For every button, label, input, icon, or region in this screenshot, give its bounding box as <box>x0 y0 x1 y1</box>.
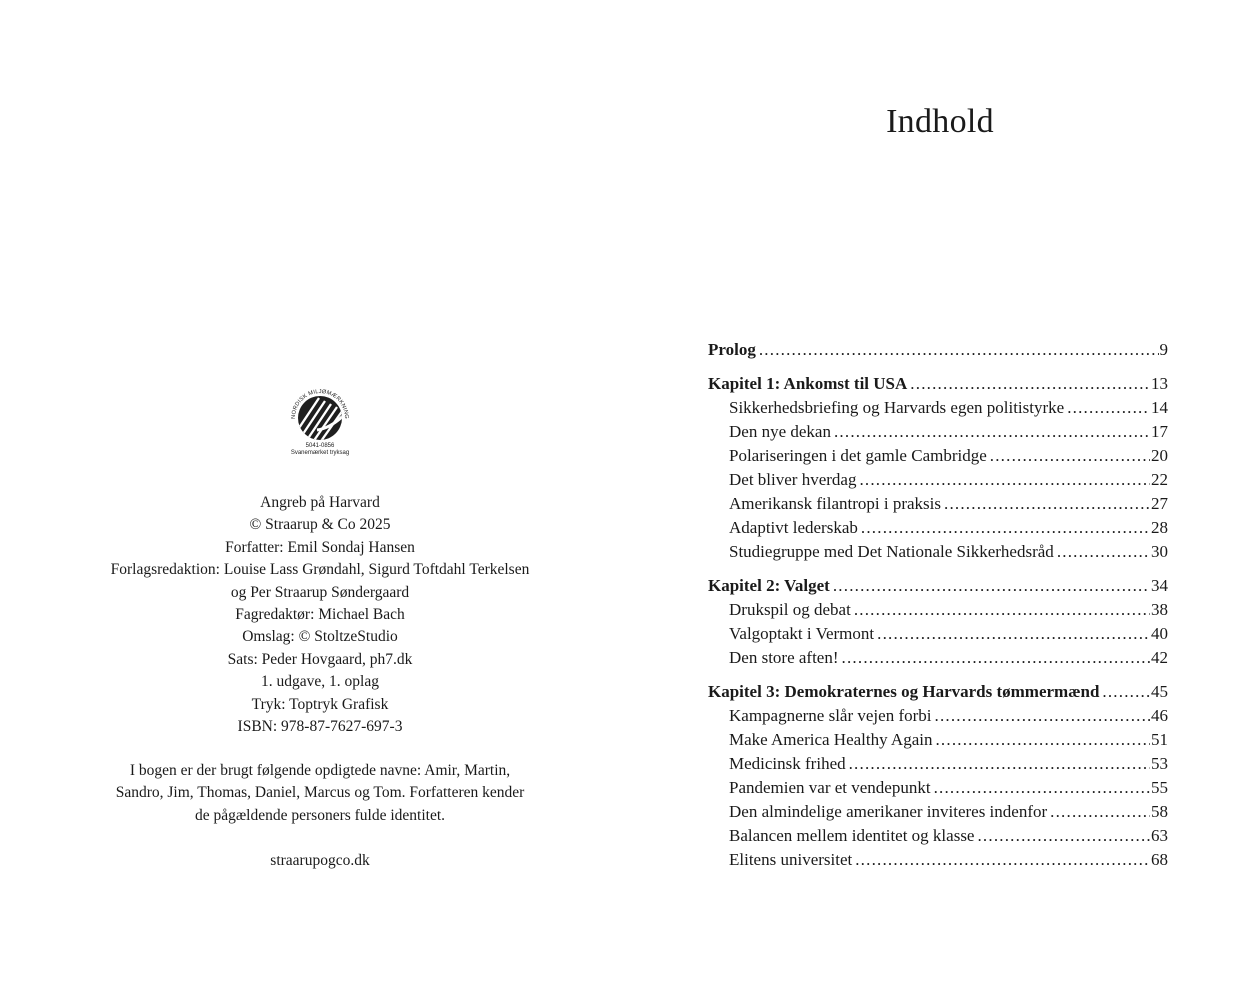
toc-dot-leader <box>934 776 1150 800</box>
toc-page-number: 22 <box>1151 470 1168 489</box>
names-note-line: Sandro, Jim, Thomas, Daniel, Marcus og Tom. Forfatteren kender <box>115 784 525 802</box>
toc-entry-label: Amerikansk filantropi i praksis <box>729 494 941 513</box>
toc-section-entry <box>708 420 1168 444</box>
toc-section-entry <box>708 728 1168 752</box>
author-line: Forfatter: Emil Sondaj Hansen <box>225 538 415 556</box>
toc-page-number: 55 <box>1151 778 1168 797</box>
toc-page-number: 30 <box>1151 542 1168 561</box>
toc-entry-label: Adaptivt lederskab <box>729 518 858 537</box>
toc-dot-leader <box>833 574 1150 598</box>
toc-page-number: 51 <box>1151 730 1168 749</box>
toc-section-entry <box>708 492 1168 516</box>
cover-line: Omslag: © StoltzeStudio <box>242 628 398 646</box>
edition-line: 1. udgave, 1. oplag <box>261 673 379 691</box>
toc-page-number: 45 <box>1151 682 1168 701</box>
swan-license-number: 5041-0856 <box>305 443 335 449</box>
colophon-page <box>60 0 580 992</box>
toc-entry-label: Kampagnerne slår vejen forbi <box>729 706 932 725</box>
toc-entry-label: Prolog <box>708 340 756 359</box>
toc-page-number: 28 <box>1151 518 1168 537</box>
svg-text:NORDISK MILJØMÆRKNING: NORDISK MILJØMÆRKNING <box>290 388 350 420</box>
toc-entry-label: Valgoptakt i Vermont <box>729 624 875 643</box>
printer-line: Tryk: Toptryk Grafisk <box>251 695 389 713</box>
nordic-swan-ecolabel <box>284 384 356 464</box>
toc-page-number: 13 <box>1151 374 1168 393</box>
colophon-block <box>60 492 580 738</box>
toc-entry-label: Den store aften! <box>729 648 839 667</box>
toc-section-entry <box>708 622 1168 646</box>
toc-entry-label: Medicinsk frihed <box>729 754 846 773</box>
toc-section-entry <box>708 752 1168 776</box>
editors-line: Forlagsredaktion: Louise Lass Grøndahl, Sigurd Toftdahl Terkelsen <box>110 561 530 579</box>
toc-dot-leader <box>842 646 1150 670</box>
toc-title: Indhold <box>886 103 994 140</box>
typesetting-line: Sats: Peder Hovgaard, ph7.dk <box>227 650 413 668</box>
toc-page-number: 63 <box>1151 826 1168 845</box>
toc-entry-label: Studiegruppe med Det Nationale Sikkerhedsråd <box>729 542 1054 561</box>
toc-dot-leader <box>944 492 1150 516</box>
toc-entry-label: Den almindelige amerikaner inviteres indenfor <box>729 802 1048 821</box>
contents-page <box>640 0 1260 992</box>
toc-dot-leader <box>759 338 1159 362</box>
toc-entry-label: Drukspil og debat <box>729 600 851 619</box>
toc-section-entry <box>708 848 1168 872</box>
names-note-line: I bogen er der brugt følgende opdigtede navne: Amir, Martin, <box>129 762 511 779</box>
toc-page-number: 9 <box>1159 340 1168 359</box>
toc-page-number: 38 <box>1151 600 1168 619</box>
toc-dot-leader <box>854 598 1150 622</box>
toc-section-entry <box>708 540 1168 564</box>
editors-line-cont: og Per Straarup Søndergaard <box>230 583 410 601</box>
toc-dot-leader <box>877 622 1150 646</box>
toc-section-entry <box>708 468 1168 492</box>
fictional-names-note <box>60 760 580 827</box>
book-title-line: Angreb på Harvard <box>260 494 380 511</box>
toc-dot-leader <box>834 420 1150 444</box>
subject-editor-line: Fagredaktør: Michael Bach <box>235 606 405 624</box>
toc-section-entry <box>708 396 1168 420</box>
toc-page-number: 58 <box>1151 802 1168 821</box>
toc-entry-label: Det bliver hverdag <box>729 470 857 489</box>
toc-section-entry <box>708 646 1168 670</box>
toc-dot-leader <box>977 824 1150 848</box>
toc-dot-leader <box>861 516 1150 540</box>
toc-dot-leader <box>859 468 1150 492</box>
toc-chapter-entry <box>708 574 1168 598</box>
toc-page-number: 20 <box>1151 446 1168 465</box>
toc-entry-label: Pandemien var et vendepunkt <box>729 778 931 797</box>
swan-caption: Svanemærket tryksag <box>290 450 350 456</box>
toc-dot-leader <box>935 728 1150 752</box>
toc-dot-leader <box>990 444 1150 468</box>
toc-section-entry <box>708 776 1168 800</box>
toc-section-entry <box>708 704 1168 728</box>
toc-dot-leader <box>855 848 1150 872</box>
toc-dot-leader <box>849 752 1150 776</box>
names-note-line: de pågældende personers fulde identitet. <box>194 806 446 824</box>
toc-dot-leader <box>1057 540 1150 564</box>
toc-entry-label: Polariseringen i det gamle Cambridge <box>729 446 987 465</box>
toc-entry-label: Kapitel 3: Demokraternes og Harvards tømmermænd <box>708 682 1100 701</box>
toc-dot-leader <box>1102 680 1150 704</box>
toc-page-number: 34 <box>1151 576 1168 595</box>
toc-section-entry <box>708 800 1168 824</box>
toc-page-number: 53 <box>1151 754 1168 773</box>
toc-section-entry <box>708 824 1168 848</box>
toc-dot-leader <box>1067 396 1150 420</box>
toc-page-number: 42 <box>1151 648 1168 667</box>
toc-entry-label: Kapitel 2: Valget <box>708 576 830 595</box>
toc-entry-label: Sikkerhedsbriefing og Harvards egen politistyrke <box>729 398 1065 417</box>
toc-page-number: 46 <box>1151 706 1168 725</box>
toc-section-entry <box>708 516 1168 540</box>
publisher-website: straarupogco.dk <box>270 852 370 869</box>
toc-page-number: 40 <box>1151 624 1168 643</box>
toc-entry-label: Balancen mellem identitet og klasse <box>729 826 975 845</box>
toc-page-number: 68 <box>1151 850 1168 869</box>
toc-page-number: 14 <box>1151 398 1168 417</box>
toc-page-number: 27 <box>1151 494 1168 513</box>
table-of-contents <box>708 338 1168 872</box>
toc-entry-label: Kapitel 1: Ankomst til USA <box>708 374 908 393</box>
toc-section-entry <box>708 444 1168 468</box>
toc-chapter-entry <box>708 680 1168 704</box>
toc-entry-label: Elitens universitet <box>729 850 853 869</box>
isbn-line: ISBN: 978-87-7627-697-3 <box>237 718 403 736</box>
toc-entry-label: Make America Healthy Again <box>729 730 933 749</box>
toc-entry-label: Den nye dekan <box>729 422 831 441</box>
toc-dot-leader <box>935 704 1151 728</box>
copyright-line: © Straarup & Co 2025 <box>249 516 391 534</box>
toc-page-number: 17 <box>1151 422 1168 441</box>
toc-section-entry <box>708 598 1168 622</box>
swan-logo-icon <box>287 384 353 442</box>
toc-chapter-entry <box>708 372 1168 396</box>
toc-dot-leader <box>1050 800 1150 824</box>
toc-chapter-entry <box>708 338 1168 362</box>
toc-dot-leader <box>910 372 1150 396</box>
